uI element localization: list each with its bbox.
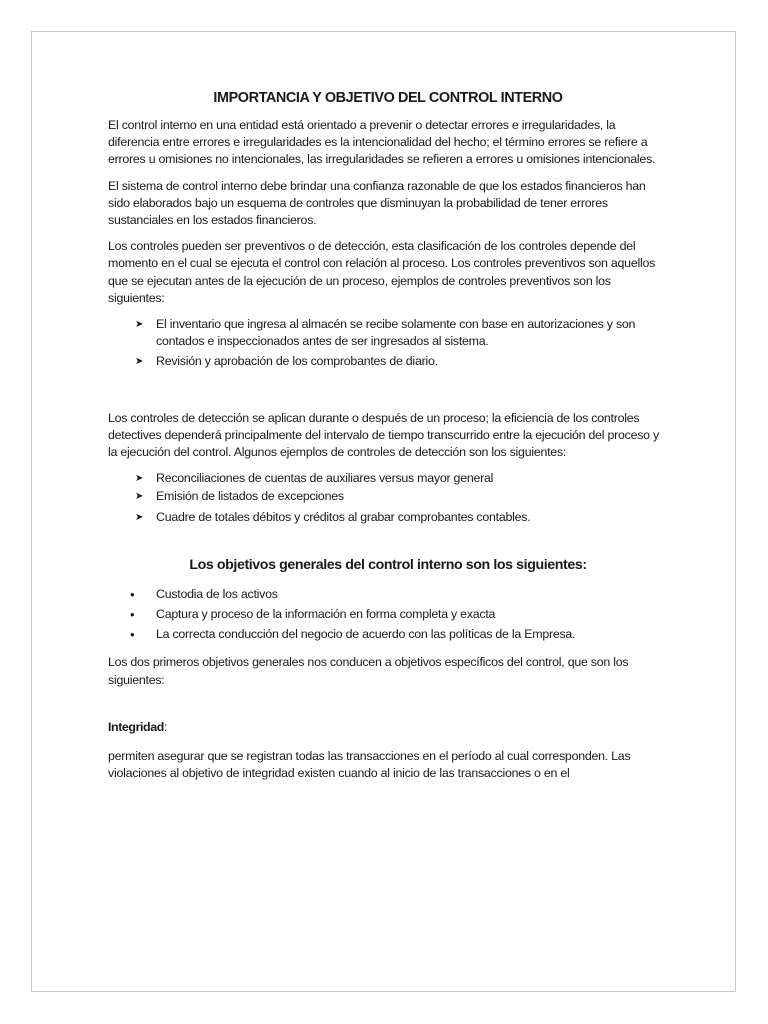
spacer bbox=[108, 646, 668, 654]
spacer bbox=[108, 529, 668, 555]
paragraph-detective: Los controles de detección se aplican durante o después de un proceso; la eficiencia de los controles detectives dependerá principalmente del intervalo de tiempo transcurrido entre la ejecución del proceso y la ejecución del control. Algunos ejemplos de controles de detección son los siguientes: bbox=[108, 410, 659, 460]
integrity-heading bbox=[108, 719, 668, 736]
page-content bbox=[108, 88, 668, 791]
list-item: ➤ Emisión de listados de excepciones bbox=[108, 488, 668, 505]
paragraph-system: El sistema de control interno debe brindar una confianza razonable de que los estados financieros han sido elaborados bajo un esquema de controles que disminuyan la probabilidad de tener errores sustanciales en los estados financieros. bbox=[108, 178, 646, 228]
document-page bbox=[31, 31, 736, 992]
list-item: ➤ Cuadre de totales débitos y créditos al grabar comprobantes contables. bbox=[108, 509, 668, 526]
preventive-list bbox=[108, 316, 668, 371]
list-item: • La correcta conducción del negocio de acuerdo con las políticas de la Empresa. bbox=[108, 626, 668, 643]
integrity-colon: : bbox=[163, 719, 168, 734]
objectives-heading: Los objetivos generales del control interno son los siguientes: bbox=[189, 556, 587, 573]
integrity-term: Integridad bbox=[108, 719, 164, 734]
spacer bbox=[108, 698, 668, 719]
spacer bbox=[108, 374, 668, 410]
list-item: • Custodia de los activos bbox=[108, 586, 668, 603]
page-title: IMPORTANCIA Y OBJETIVO DEL CONTROL INTERNO bbox=[213, 90, 563, 106]
paragraph-integrity: permiten asegurar que se registran todas las transacciones en el período al cual corresponden. Las violaciones al objetivo de integridad existen cuando al inicio de las transacciones o en el bbox=[108, 749, 631, 781]
detective-list bbox=[108, 470, 668, 526]
paragraph-intro: El control interno en una entidad está orientado a prevenir o detectar errores e irregularidades, la diferencia entre errores e irregularidades es la intencionalidad del hecho; el término errores se refiere a errores u omisiones no intencionales, las irregularidades se refieren a errores u omisiones intencionales. bbox=[108, 118, 656, 167]
objectives-list bbox=[108, 586, 668, 644]
list-item: ➤ El inventario que ingresa al almacén se recibe solamente con base en autorizaciones y son contados e inspeccionados antes de ser ingresados al sistema. bbox=[108, 316, 668, 350]
paragraph-preventive: Los controles pueden ser preventivos o de detección, esta clasificación de los controles depende del momento en el cual se ejecuta el control con relación al proceso. Los controles preventivos son aquellos que se ejecutan antes de la ejecución de un proceso, ejemplos de controles preventivos son los siguientes: bbox=[108, 239, 656, 305]
list-item: ➤ Revisión y aprobación de los comprobantes de diario. bbox=[108, 353, 668, 370]
paragraph-specific-objectives: Los dos primeros objetivos generales nos conducen a objetivos específicos del control, que son los siguientes: bbox=[108, 655, 629, 687]
list-item: • Captura y proceso de la información en forma completa y exacta bbox=[108, 606, 668, 623]
list-item: ➤ Reconciliaciones de cuentas de auxiliares versus mayor general bbox=[108, 470, 668, 487]
